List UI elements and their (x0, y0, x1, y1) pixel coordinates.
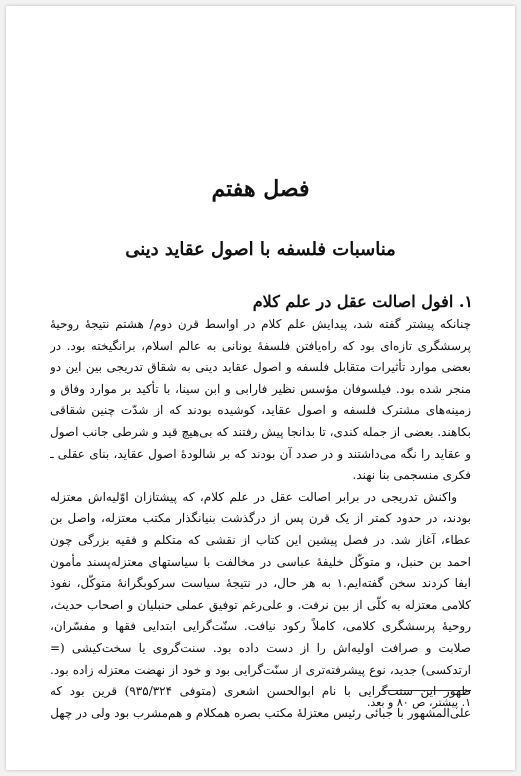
body-text (50, 314, 471, 724)
paragraph: واکنش تدریجی در برابر اصالت عقل در علم کلام، که پیشتازان اوّلیه‌اش معتزله بودند، در حدود کمتر از یک قرن پس از درگذشت بنیانگذار مکتب معتزله، واصل بن عطاء، آغاز شد. در فصل پیشین این کتاب از نقشی که متکلم و فقیه بزرگی چون احمد بن حنبل، و متوکّل خلیفهٔ عباسی در مخالفت با سیاستهای معتزله‌پسند مأمون ایفا کردند سخن گفته‌ایم.۱ به هر حال، در نتیجهٔ سیاست سرکوبگرانهٔ متوکّل، نفوذ کلامی معتزله به کلّی از بین نرفت. و علی‌رغم توفیق عملی حنبلیان و اصحاب حدیث، روحیهٔ پرسشگری کلامی، کاملاً رکود نیافت. سنّت‌گرایی ابتدایی فقها و مفسّران، صلابت و صرافت اولیه‌اش را از دست داده بود. سنت‌گروی یا سخت‌کیشی (= ارتدکسی) جدید، نوع پیشرفته‌تری از سنّت‌گرایی بود و خود از نهضت معتزله زاده بود. ظهور این سنت‌گرایی با نام ابوالحسن اشعری (متوفی ۹۳۵/۳۲۴) قرین بود که علی‌المشهور با جبائی رئیس معتزلهٔ مکتب بصره همکلام و هم‌مشرب بود ولی در چهل (50, 489, 471, 720)
section-title: مناسبات فلسفه با اصول عقاید دینی (125, 239, 396, 260)
footnote: ۱. پیشتر، ص ۸۰ و بعد. (366, 696, 471, 709)
footnote-rule (381, 690, 471, 691)
book-page (6, 6, 515, 770)
chapter-title: فصل هفتم (211, 176, 310, 202)
paragraph: چنانکه پیشتر گفته شد، پیدایش علم کلام در اواسط قرن دوم/ هشتم نتیجهٔ روحیهٔ پرسشگری تازه‌ای بود که راه‌یافتن فلسفهٔ یونانی به عالم اسلام، برانگیخته بود. در بعضی موارد تأثیرات متقابل فلسفه و اصول عقاید دینی به شقاق تدریجی بین این دو منجر شده بود. فیلسوفان مؤسس نظیر فارابی و ابن سینا، با تأکید بر موارد وفاق و زمینه‌های مشترک فلسفه و اصول عقاید، کوشیده بودند که از شدّت چنین شقاقی بکاهند. بعضی از جمله کندی، تا بدانجا پیش رفتند که بی‌هیچ قید و شرطی جانب اصول و عقاید را نگه می‌داشتند و در صدد آن بودند که بر شالودهٔ اصول عقاید، بنای عقلی ـ فکری منسجمی بنا نهند. (50, 317, 471, 483)
subsection-title: ۱. افول اصالت عقل در علم کلام (252, 292, 473, 311)
